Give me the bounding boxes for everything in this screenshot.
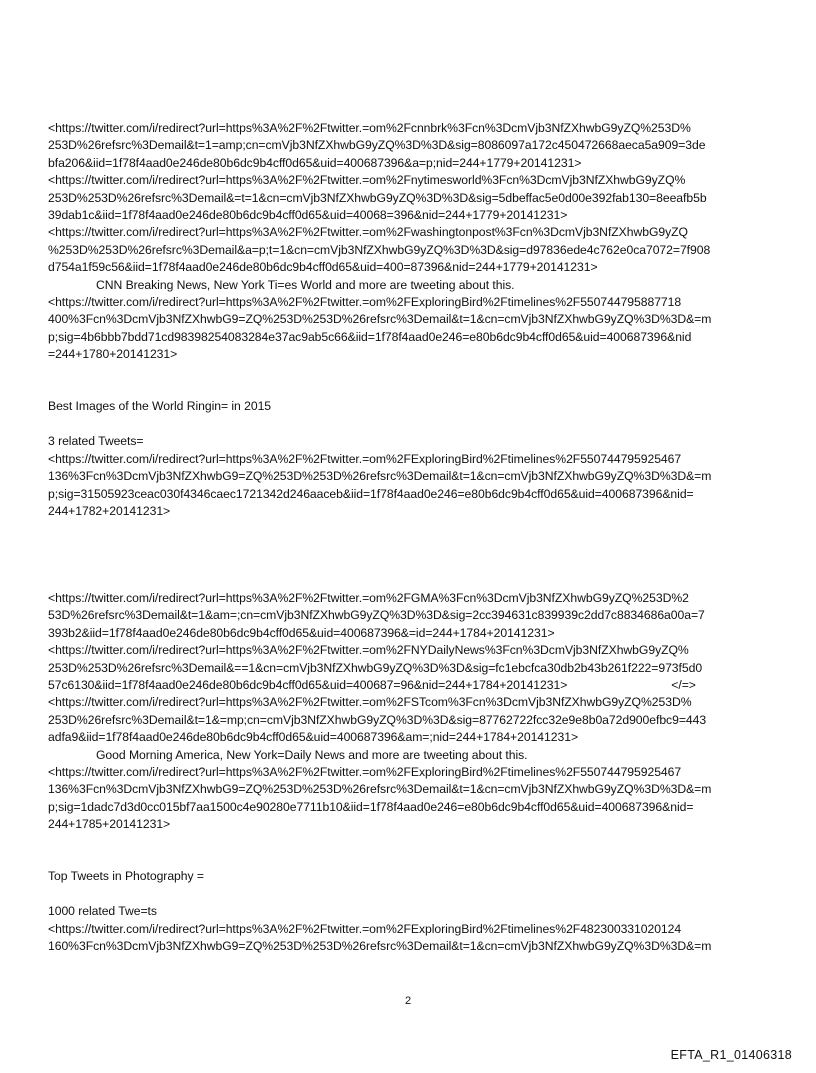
redirect-link[interactable]: 160%3Fcn%3DcmVjb3NfZXhwbG9=ZQ%253D%253D%26refsrc%3Demail&t=1&cn=cmVjb3NfZXhwbG9yZQ%3D%3D&=m	[48, 939, 712, 953]
redirect-link[interactable]: 253D%26refsrc%3Demail&t=1=amp;cn=cmVjb3NfZXhwbG9yZQ%3D%3D&sig=8086097a172c450472668aeca5a909=3de	[48, 138, 706, 153]
redirect-link[interactable]: 244+1785+20141231>	[48, 817, 171, 832]
redirect-link[interactable]: 53D%26refsrc%3Demail&t=1&am=;cn=cmVjb3NfZXhwbG9yZQ%3D%3D&sig=2cc394631c839939c2dd7c8834686a00a=7	[48, 608, 705, 623]
url-block-3	[48, 451, 772, 521]
redirect-link[interactable]: p;sig=31505923ceac030f4346caec1721342d246aaceb&iid=1f78f4aad0e246=e80b6dc9b4cff0d65&uid=400687396&nid=	[48, 486, 694, 501]
redirect-link[interactable]: 253D%26refsrc%3Demail&t=1&=mp;cn=cmVjb3NfZXhwbG9yZQ%3D%3D&sig=87762722fcc32e9e8b0a72d900efbc9=443	[48, 712, 707, 727]
redirect-link[interactable]: %253D%253D%26refsrc%3Demail&a=p;t=1&cn=cmVjb3NfZXhwbG9yZQ%3D%3D&sig=d97836ede4c762e0ca7072=7f908	[48, 242, 711, 257]
redirect-link[interactable]: <https://twitter.com/i/redirect?url=https%3A%2F%2Ftwitter.=om%2FExploringBird%2Ftimelines%2F550744795887718	[48, 295, 682, 310]
spacer	[48, 364, 772, 399]
redirect-link[interactable]: =244+1780+20141231>	[48, 347, 178, 362]
url-block-7	[48, 921, 772, 956]
trailing-markup: </=>	[671, 677, 696, 692]
redirect-link[interactable]: 39dab1c&iid=1f78f4aad0e246de80b6dc9b4cff0d65&uid=40068=396&nid=244+1779+20141231>	[48, 208, 568, 223]
related-tweets-count: 1000 related Twe=ts	[48, 904, 157, 919]
spacer	[48, 520, 772, 590]
redirect-link[interactable]: d754a1f59c56&iid=1f78f4aad0e246de80b6dc9b4cff0d65&uid=400=87396&nid=244+1779+20141231>	[48, 260, 598, 275]
page-number: 2	[404, 995, 412, 1007]
redirect-link[interactable]: 253D%253D%26refsrc%3Demail&==1&cn=cmVjb3NfZXhwbG9yZQ%3D%3D&sig=fc1ebcfca30db2b43b261f222=973f5d0	[48, 660, 703, 675]
spacer	[48, 416, 772, 433]
redirect-link[interactable]: <https://twitter.com/i/redirect?url=https%3A%2F%2Ftwitter.=om%2FExploringBird%2Ftimelines%2F482300331020124	[48, 921, 682, 936]
redirect-link[interactable]: bfa206&iid=1f78f4aad0e246de80b6dc9b4cff0d65&uid=400687396&a=p;nid=244+1779+20141231>	[48, 155, 582, 170]
url-block-4	[48, 590, 772, 694]
redirect-link-text[interactable]: 57c6130&iid=1f78f4aad0e246de80b6dc9b4cff0d65&uid=400687=96&nid=244+1784+20141231>	[48, 677, 568, 692]
section-heading: Best Images of the World Ringin= in 2015	[48, 399, 272, 414]
redirect-link[interactable]: 244+1782+20141231>	[48, 503, 171, 518]
redirect-link[interactable]: 136%3Fcn%3DcmVjb3NfZXhwbG9=ZQ%253D%253D%26refsrc%3Demail&t=1&cn=cmVjb3NfZXhwbG9yZQ%3D%3D&=m	[48, 782, 712, 797]
redirect-link[interactable]: 136%3Fcn%3DcmVjb3NfZXhwbG9=ZQ%253D%253D%26refsrc%3Demail&t=1&cn=cmVjb3NfZXhwbG9yZQ%3D%3D&=m	[48, 469, 712, 484]
redirect-link[interactable]: p;sig=1dadc7d3d0cc015bf7aa1500c4e90280e7711b10&iid=1f78f4aad0e246=e80b6dc9b4cff0d65&uid=400687396&nid=	[48, 799, 694, 814]
redirect-link[interactable]: 253D%253D%26refsrc%3Demail&=t=1&cn=cmVjb3NfZXhwbG9yZQ%3D%3D&sig=5dbeffac5e0d00e392fab130=8eeafb5b	[48, 190, 707, 205]
url-block-6	[48, 764, 772, 834]
email-body	[48, 120, 772, 955]
redirect-link[interactable]: <https://twitter.com/i/redirect?url=https%3A%2F%2Ftwitter.=om%2FGMA%3Fcn%3DcmVjb3NfZXhwbG9yZQ%253D%2	[48, 590, 689, 605]
tweeting-summary: CNN Breaking News, New York Ti=es World and more are tweeting about this.	[96, 277, 515, 292]
redirect-link[interactable]: <https://twitter.com/i/redirect?url=https%3A%2F%2Ftwitter.=om%2FSTcom%3Fcn%3DcmVjb3NfZXhwbG9yZQ%253D%	[48, 695, 692, 710]
redirect-link[interactable]: 393b2&iid=1f78f4aad0e246de80b6dc9b4cff0d65&uid=400687396&=id=244+1784+20141231>	[48, 625, 555, 640]
redirect-link[interactable]: <https://twitter.com/i/redirect?url=https%3A%2F%2Ftwitter.=om%2Fnytimesworld%3Fcn%3DcmVjb3NfZXhwbG9yZQ%	[48, 173, 686, 188]
redirect-link[interactable]: <https://twitter.com/i/redirect?url=https%3A%2F%2Ftwitter.=om%2FNYDailyNews%3Fcn%3DcmVjb3NfZXhwbG9yZQ%	[48, 643, 689, 658]
tweeting-summary: Good Morning America, New York=Daily News and more are tweeting about this.	[96, 747, 528, 762]
url-block-5	[48, 694, 772, 746]
section-heading: Top Tweets in Photography =	[48, 869, 204, 884]
redirect-link[interactable]: p;sig=4b6bbb7bdd71cd98398254083284e37ac9ab5c66&iid=1f78f4aad0e246=e80b6dc9b4cff0d65&uid=400687396&nid	[48, 329, 692, 344]
redirect-link[interactable]: <https://twitter.com/i/redirect?url=https%3A%2F%2Ftwitter.=om%2FExploringBird%2Ftimelines%2F550744795925467	[48, 764, 682, 779]
redirect-link[interactable]: 400%3Fcn%3DcmVjb3NfZXhwbG9=ZQ%253D%253D%26refsrc%3Demail&t=1&cn=cmVjb3NfZXhwbG9yZQ%3D%3D&=m	[48, 312, 712, 327]
url-block-1	[48, 120, 772, 277]
document-id-footer: EFTA_R1_01406318	[670, 1048, 792, 1062]
redirect-link[interactable]: <https://twitter.com/i/redirect?url=https%3A%2F%2Ftwitter.=om%2Fcnnbrk%3Fcn%3DcmVjb3NfZXhwbG9yZQ%253D%	[48, 121, 691, 135]
related-tweets-count: 3 related Tweets=	[48, 434, 144, 449]
spacer	[48, 834, 772, 869]
redirect-link[interactable]: <https://twitter.com/i/redirect?url=https%3A%2F%2Ftwitter.=om%2FExploringBird%2Ftimelines%2F550744795925467	[48, 451, 682, 466]
spacer	[48, 886, 772, 903]
redirect-link-with-trailer[interactable]	[48, 677, 772, 694]
redirect-link[interactable]: <https://twitter.com/i/redirect?url=https%3A%2F%2Ftwitter.=om%2Fwashingtonpost%3Fcn%3DcmVjb3NfZXhwbG9yZQ	[48, 225, 688, 240]
redirect-link[interactable]: adfa9&iid=1f78f4aad0e246de80b6dc9b4cff0d65&uid=400687396&am=;nid=244+1784+20141231>	[48, 730, 579, 745]
url-block-2	[48, 294, 772, 364]
